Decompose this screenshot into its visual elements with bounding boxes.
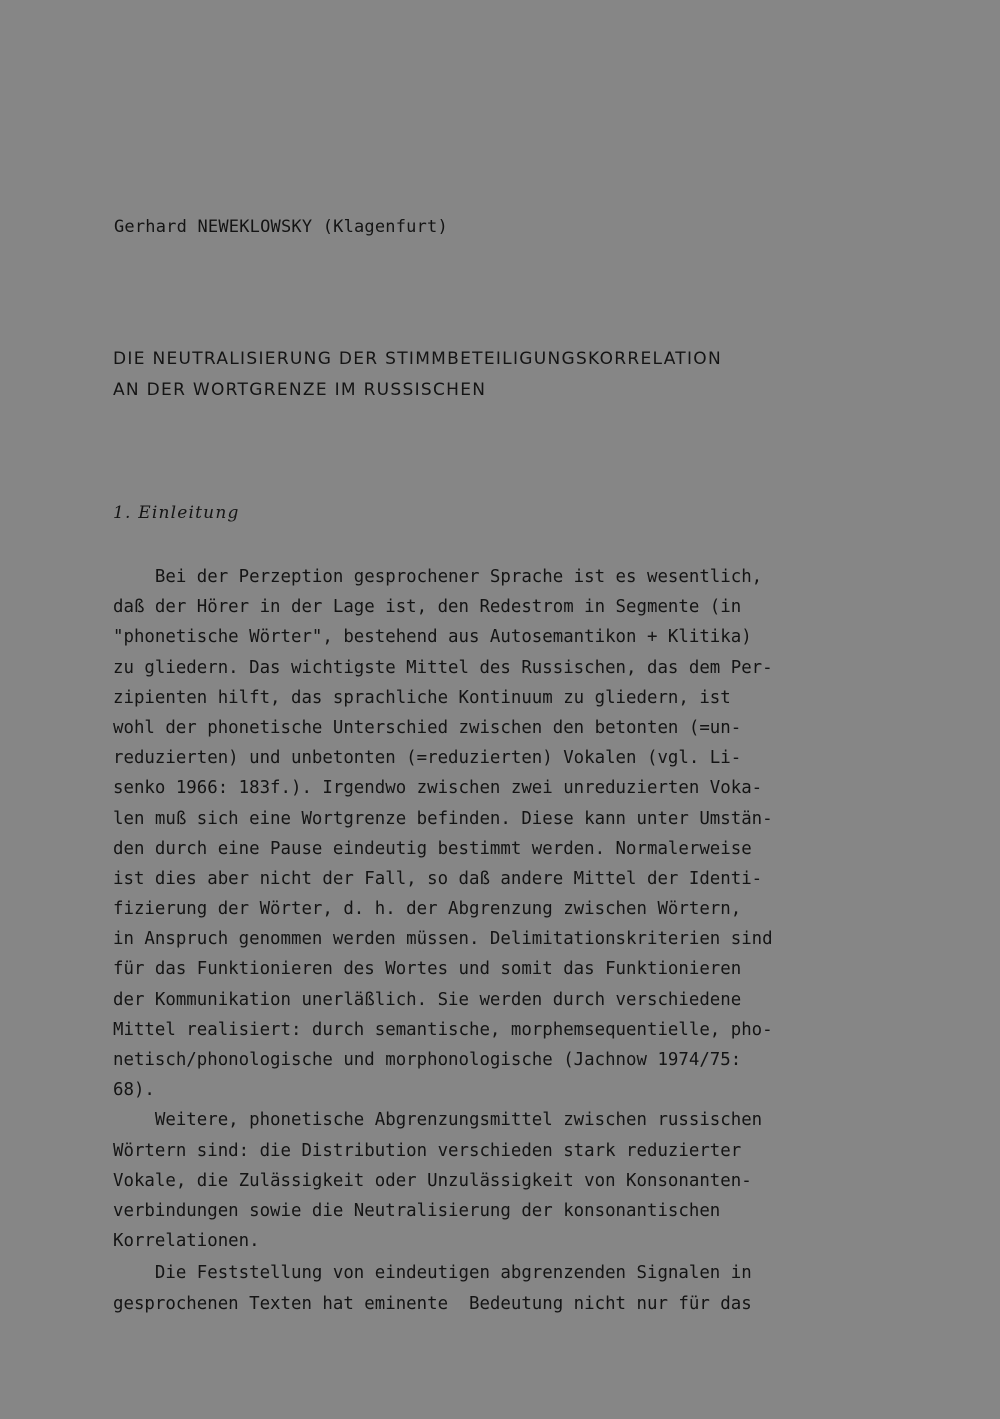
title-line: AN DER WORTGRENZE IM RUSSISCHEN: [113, 380, 487, 400]
text-line: verbindungen sowie die Neutralisierung der konsonantischen: [113, 1200, 721, 1221]
text-line: Wörtern sind: die Distribution verschieden stark reduzierter: [113, 1140, 742, 1161]
text-line: in Anspruch genommen werden müssen. Delimitationskriterien sind: [113, 929, 773, 950]
author-line: Gerhard NEWEKLOWSKY (Klagenfurt): [114, 217, 448, 237]
text-line: senko 1966: 183f.). Irgendwo zwischen zwei unreduzierten Voka-: [113, 778, 763, 799]
text-line: Vokale, die Zulässigkeit oder Unzulässigkeit von Konsonanten-: [113, 1170, 752, 1191]
paragraph: [113, 562, 893, 1105]
paragraph: [113, 1258, 893, 1318]
text-line: zipienten hilft, das sprachliche Kontinuum zu gliedern, ist: [113, 687, 731, 708]
text-line: gesprochenen Texten hat eminente Bedeutung nicht nur für das: [113, 1293, 752, 1314]
text-line: fizierung der Wörter, d. h. der Abgrenzung zwischen Wörtern,: [113, 899, 742, 920]
text-line: Korrelationen.: [113, 1231, 260, 1252]
text-line: daß der Hörer in der Lage ist, den Redestrom in Segmente (in: [113, 597, 742, 618]
text-line: len muß sich eine Wortgrenze befinden. Diese kann unter Umstän-: [113, 808, 773, 829]
text-line: Die Feststellung von eindeutigen abgrenzenden Signalen in: [113, 1263, 752, 1284]
text-line: wohl der phonetische Unterschied zwischen den betonten (=un-: [113, 717, 742, 738]
text-line: 68).: [113, 1080, 155, 1101]
text-line: Mittel realisiert: durch semantische, morphemsequentielle, pho-: [113, 1019, 773, 1040]
title-line: DIE NEUTRALISIERUNG DER STIMMBETEILIGUNGSKORRELATION: [113, 349, 722, 369]
text-line: für das Funktionieren des Wortes und somit das Funktionieren: [113, 959, 742, 980]
text-line: Weitere, phonetische Abgrenzungsmittel zwischen russischen: [113, 1110, 763, 1131]
text-line: reduzierten) und unbetonten (=reduzierten) Vokalen (vgl. Li-: [113, 748, 742, 769]
text-line: der Kommunikation unerläßlich. Sie werden durch verschiedene: [113, 989, 742, 1010]
body-text: [113, 562, 893, 1319]
text-line: Bei der Perzeption gesprochener Sprache ist es wesentlich,: [113, 567, 763, 587]
text-line: "phonetische Wörter", bestehend aus Autosemantikon + Klitika): [113, 627, 752, 648]
paper-title: [113, 344, 722, 406]
text-line: ist dies aber nicht der Fall, so daß andere Mittel der Identi-: [113, 868, 763, 889]
text-line: netisch/phonologische und morphonologische (Jachnow 1974/75:: [113, 1050, 742, 1070]
text-line: zu gliedern. Das wichtigste Mittel des Russischen, das dem Per-: [113, 657, 773, 678]
section-heading: 1. Einleitung: [113, 503, 240, 523]
text-line: den durch eine Pause eindeutig bestimmt werden. Normalerweise: [113, 838, 752, 859]
paragraph: [113, 1105, 893, 1256]
